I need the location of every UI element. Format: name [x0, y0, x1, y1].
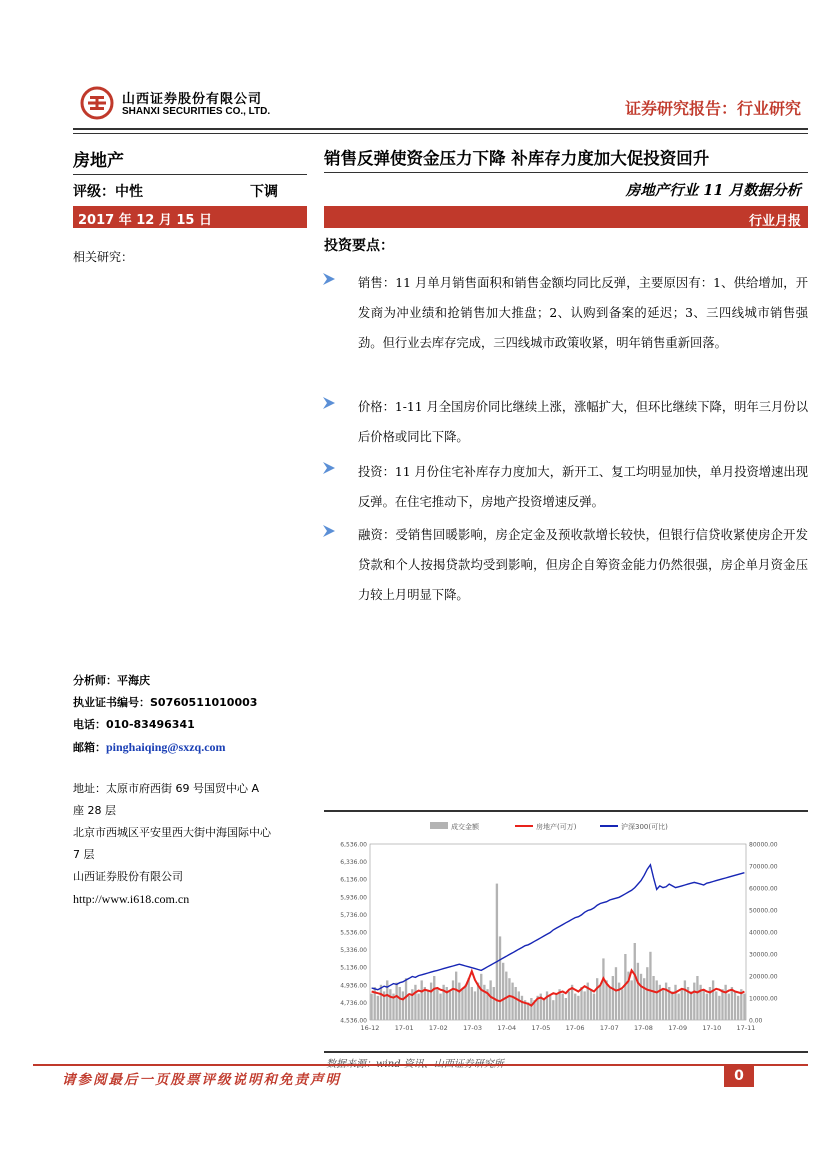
volume-bar — [464, 985, 466, 1020]
volume-bar — [530, 998, 532, 1020]
y-left-tick-label: 5,536.00 — [340, 929, 367, 937]
volume-bar — [417, 994, 419, 1020]
volume-bar — [630, 980, 632, 1020]
volume-bar — [728, 994, 730, 1020]
website-link[interactable]: http://www.i618.com.cn — [73, 892, 190, 906]
volume-bar — [543, 998, 545, 1020]
volume-bar — [624, 954, 626, 1020]
volume-bar — [377, 996, 379, 1020]
volume-bar — [493, 987, 495, 1020]
x-tick-label: 17-01 — [394, 1024, 414, 1032]
sector-title: 房地产 — [73, 151, 124, 171]
volume-bar — [724, 985, 726, 1020]
legend-label: 沪深300(可比) — [621, 823, 668, 831]
volume-bar — [455, 972, 457, 1020]
volume-bar — [405, 978, 407, 1020]
volume-bar — [615, 967, 617, 1020]
analyst-label: 分析师： — [73, 674, 117, 687]
address-line: 地址：太原市府西街 69 号国贸中心 A — [73, 782, 260, 795]
volume-bar — [458, 983, 460, 1020]
volume-bar — [508, 978, 510, 1020]
volume-bar — [596, 978, 598, 1020]
page-number: 0 — [724, 1065, 754, 1087]
volume-bar — [609, 987, 611, 1020]
volume-bar — [684, 980, 686, 1020]
volume-bar — [674, 985, 676, 1020]
volume-bar — [424, 987, 426, 1020]
volume-bar — [408, 996, 410, 1020]
volume-bar — [568, 991, 570, 1020]
y-left-tick-label: 5,936.00 — [340, 894, 367, 902]
volume-bar — [370, 994, 372, 1020]
volume-bar — [646, 967, 648, 1020]
disclaimer-note: 请参阅最后一页股票评级说明和免责声明 — [62, 1072, 341, 1088]
footer-divider — [33, 1064, 808, 1066]
volume-bar — [402, 991, 404, 1020]
y-left-tick-label: 5,736.00 — [340, 911, 367, 919]
volume-bar — [439, 994, 441, 1020]
volume-bar — [577, 996, 579, 1020]
volume-bar — [696, 976, 698, 1020]
volume-bar — [743, 994, 745, 1020]
phone-label: 电话： — [73, 718, 106, 731]
legend-label: 房地产(可万) — [536, 823, 577, 831]
volume-bar — [489, 980, 491, 1020]
y-left-tick-label: 6,336.00 — [340, 859, 367, 867]
x-tick-label: 17-06 — [565, 1024, 585, 1032]
headline-divider — [324, 172, 808, 173]
volume-bar — [677, 994, 679, 1020]
header-divider-thin — [73, 133, 808, 134]
y-left-tick-label: 4,536.00 — [340, 1017, 367, 1025]
analyst-info — [73, 670, 257, 759]
volume-bar — [681, 989, 683, 1020]
bullet-text: 销售：11 月单月销售面积和销售金额均同比反弹，主要原因有：1、供给增加，开发商为冲业绩和抢销售加大推盘；2、认购到备案的延迟；3、三四线城市销售强劲。但行业去库存完成，三四线城市政策收紧，明年销售重新回落。 — [358, 276, 808, 350]
x-tick-label: 17-07 — [599, 1024, 619, 1032]
phone-value: 010-83496341 — [106, 718, 195, 731]
y-left-tick-label: 6,136.00 — [340, 876, 367, 884]
x-tick-label: 17-04 — [497, 1024, 517, 1032]
volume-bar — [712, 980, 714, 1020]
analyst-name: 平海庆 — [117, 674, 150, 687]
volume-bar — [505, 972, 507, 1020]
arrow-bullet-icon — [322, 461, 336, 475]
volume-bar — [574, 994, 576, 1020]
volume-bar — [721, 989, 723, 1020]
email-link[interactable]: pinghaiqing@sxzq.com — [106, 740, 226, 754]
volume-bar — [433, 976, 435, 1020]
arrow-bullet-icon — [322, 272, 336, 286]
chart-bottom-divider — [324, 1051, 808, 1053]
y-right-tick-label: 50000.00 — [749, 907, 778, 915]
volume-bar — [549, 996, 551, 1020]
volume-bar — [593, 994, 595, 1020]
volume-bar — [449, 991, 451, 1020]
volume-bar — [652, 976, 654, 1020]
volume-bar — [643, 978, 645, 1020]
report-headline: 销售反弹使资金压力下降 补库存力度加大促投资回升 — [324, 149, 710, 168]
y-right-tick-label: 0.00 — [749, 1017, 763, 1025]
y-right-tick-label: 30000.00 — [749, 951, 778, 959]
volume-bar — [474, 991, 476, 1020]
rating-label: 评级：中性 — [73, 184, 143, 200]
volume-bar — [634, 943, 636, 1020]
bullet-financing — [322, 520, 808, 610]
report-kind: 行业月报 — [748, 214, 801, 229]
x-tick-label: 17-10 — [702, 1024, 722, 1032]
volume-bar — [521, 996, 523, 1020]
volume-bar — [552, 1000, 554, 1020]
report-type-label: 证券研究报告：行业研究 — [624, 99, 801, 118]
address-line: 7 层 — [73, 848, 95, 861]
volume-bar — [555, 994, 557, 1020]
x-tick-label: 17-03 — [463, 1024, 482, 1032]
y-left-tick-label: 4,736.00 — [340, 999, 367, 1007]
sidebar-divider — [73, 174, 307, 175]
volume-bar — [718, 996, 720, 1020]
company-name-en: SHANXI SECURITIES CO., LTD. — [122, 106, 271, 117]
volume-bar — [380, 985, 382, 1020]
volume-bar — [637, 963, 639, 1020]
y-left-tick-label: 5,136.00 — [340, 964, 367, 972]
bullet-price — [322, 392, 808, 452]
y-right-tick-label: 60000.00 — [749, 885, 778, 893]
volume-bar — [665, 983, 667, 1020]
volume-bar — [703, 989, 705, 1020]
address-line: 北京市西城区平安里西大街中海国际中心 — [73, 826, 271, 839]
volume-bar — [731, 987, 733, 1020]
volume-bar — [706, 994, 708, 1020]
x-tick-label: 17-05 — [531, 1024, 551, 1032]
volume-bar — [693, 983, 695, 1020]
chart-top-divider — [324, 810, 808, 812]
volume-bar — [656, 980, 658, 1020]
report-date: 2017 年 12 月 15 日 — [78, 213, 212, 228]
volume-bar — [562, 994, 564, 1020]
volume-bar — [399, 987, 401, 1020]
volume-bar — [389, 989, 391, 1020]
x-tick-label: 17-11 — [736, 1024, 756, 1032]
volume-bar — [427, 991, 429, 1020]
y-left-tick-label: 6,536.00 — [340, 841, 367, 849]
y-right-tick-label: 80000.00 — [749, 841, 778, 849]
volume-bar — [468, 978, 470, 1020]
cert-label: 执业证书编号： — [73, 696, 150, 709]
volume-bar — [599, 985, 601, 1020]
volume-bar — [590, 989, 592, 1020]
csi300-series-line — [372, 865, 745, 990]
address-line: 座 28 层 — [73, 804, 116, 817]
y-left-tick-label: 4,936.00 — [340, 982, 367, 990]
address-block — [73, 778, 303, 910]
market-chart — [324, 814, 808, 1050]
company-logo-icon — [80, 86, 114, 120]
y-right-tick-label: 10000.00 — [749, 995, 778, 1003]
email-label: 邮箱： — [73, 741, 106, 754]
data-source — [326, 1055, 504, 1070]
x-tick-label: 17-09 — [668, 1024, 688, 1032]
volume-bar — [477, 983, 479, 1020]
volume-bar — [602, 958, 604, 1020]
volume-bar — [421, 980, 423, 1020]
volume-bar — [621, 989, 623, 1020]
volume-bar — [471, 987, 473, 1020]
volume-bar — [580, 987, 582, 1020]
rating-change: 下调 — [250, 184, 278, 200]
volume-bar — [715, 991, 717, 1020]
volume-bar — [612, 976, 614, 1020]
volume-bar — [515, 987, 517, 1020]
report-subtitle: 房地产行业 11 月数据分析 — [625, 182, 801, 199]
volume-bar — [565, 998, 567, 1020]
y-right-tick-label: 40000.00 — [749, 929, 778, 937]
company-name-footer: 山西证券股份有限公司 — [73, 870, 183, 883]
volume-bar — [734, 991, 736, 1020]
x-tick-label: 17-08 — [634, 1024, 653, 1032]
volume-bar — [480, 974, 482, 1020]
volume-bar — [511, 983, 513, 1020]
volume-bar — [430, 983, 432, 1020]
y-right-tick-label: 20000.00 — [749, 973, 778, 981]
arrow-bullet-icon — [322, 396, 336, 410]
volume-bar — [452, 980, 454, 1020]
x-tick-label: 16-12 — [360, 1024, 380, 1032]
volume-bar — [640, 974, 642, 1020]
bullet-text: 融资：受销售回暖影响，房企定金及预收款增长较快，但银行信贷收紧使房企开发贷款和个人按揭贷款均受到影响，但房企自筹资金能力仍然很强，房企单月资金压力较上月明显下降。 — [358, 528, 808, 602]
volume-bar — [499, 936, 501, 1020]
volume-bar — [583, 991, 585, 1020]
volume-bar — [436, 989, 438, 1020]
volume-bar — [518, 991, 520, 1020]
legend-label: 成交金额 — [451, 823, 479, 831]
volume-bar — [671, 991, 673, 1020]
volume-bar — [737, 996, 739, 1020]
volume-bar — [690, 991, 692, 1020]
legend-swatch — [430, 822, 448, 829]
related-research-label: 相关研究： — [73, 250, 134, 264]
investment-points-title: 投资要点： — [324, 238, 394, 254]
company-name-cn: 山西证券股份有限公司 — [122, 92, 263, 107]
header-divider — [73, 128, 808, 130]
y-right-tick-label: 70000.00 — [749, 863, 778, 871]
y-left-tick-label: 5,336.00 — [340, 947, 367, 955]
bullet-text: 价格：1-11 月全国房价同比继续上涨，涨幅扩大，但环比继续下降，明年三月份以后价格或同比下降。 — [358, 400, 808, 444]
volume-bar — [461, 989, 463, 1020]
volume-bar — [649, 952, 651, 1020]
volume-bar — [395, 983, 397, 1020]
report-kind-bar — [324, 206, 808, 228]
x-tick-label: 17-02 — [428, 1024, 448, 1032]
cert-value: S0760511010003 — [150, 696, 258, 709]
volume-bar — [605, 980, 607, 1020]
bullet-text: 投资：11 月份住宅补库存力度加大，新开工、复工均明显加快，单月投资增速出现反弹。在住宅推动下，房地产投资增速反弹。 — [358, 465, 808, 509]
volume-bar — [662, 989, 664, 1020]
volume-bar — [414, 985, 416, 1020]
arrow-bullet-icon — [322, 524, 336, 538]
volume-bar — [502, 963, 504, 1020]
volume-bar — [571, 985, 573, 1020]
bullet-sales — [322, 268, 808, 358]
bullet-investment — [322, 457, 808, 517]
